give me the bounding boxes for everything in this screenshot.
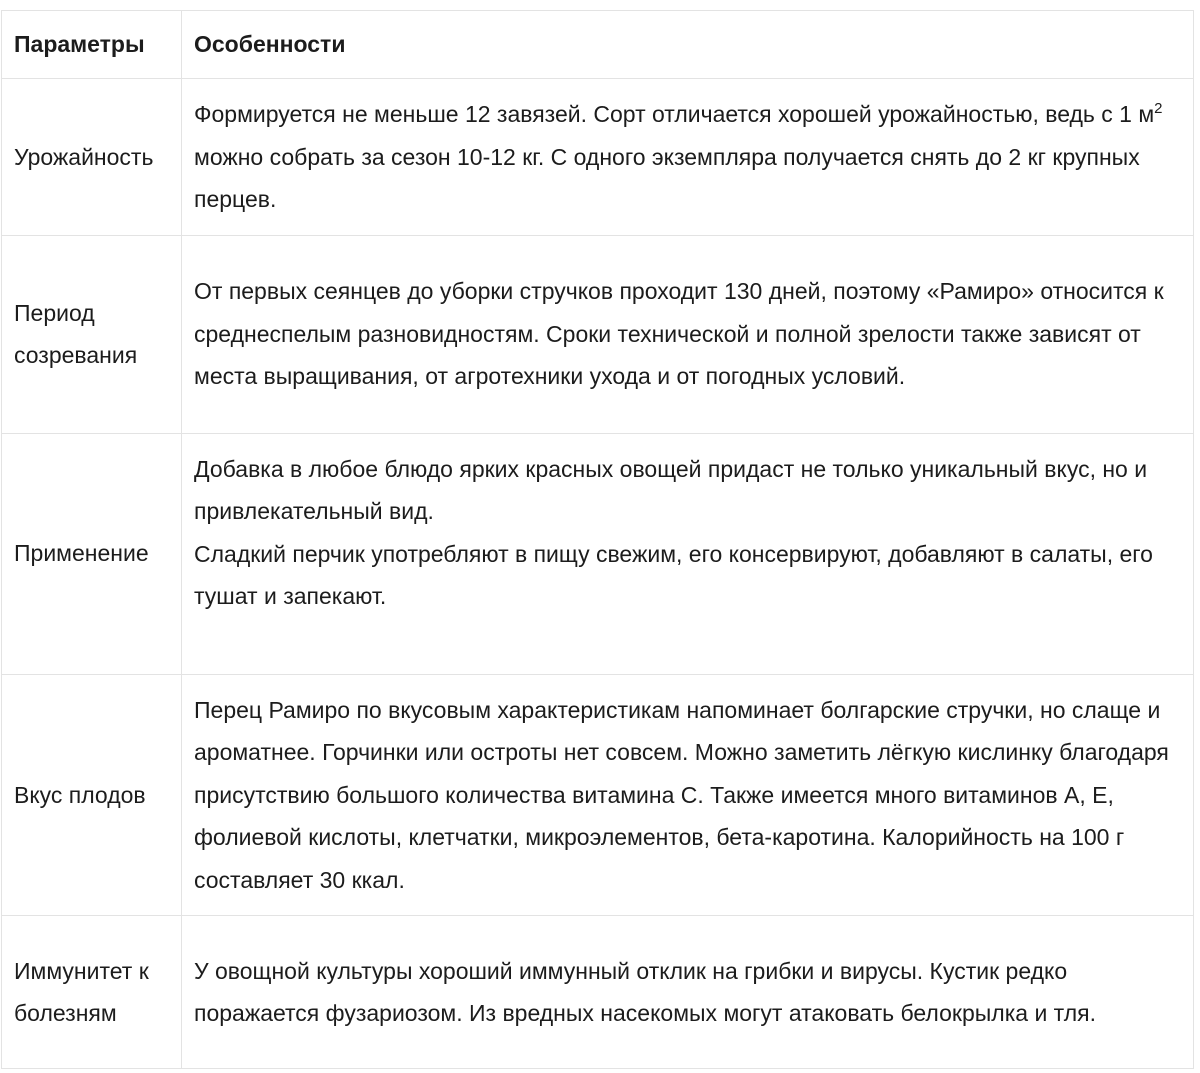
table-header-row [2, 11, 1194, 79]
table-row [2, 79, 1194, 236]
table-row [2, 674, 1194, 916]
feature-text: От первых сеянцев до уборки стручков проходит 130 дней, поэтому «Рамиро» относится к среднеспелым разновидностям. Сроки технической и полной зрелости также зависят от места выращивания, от агротехники ухода и от погодных условий. [194, 278, 1164, 390]
characteristics-table [1, 10, 1194, 1069]
feature-cell [182, 433, 1194, 674]
feature-cell [182, 79, 1194, 236]
param-cell: Период созревания [2, 235, 182, 433]
param-cell: Применение [2, 433, 182, 674]
feature-text: Добавка в любое блюдо ярких красных овощей придаст не только уникальный вкус, но и привлекательный вид. [194, 455, 1148, 524]
feature-cell [182, 235, 1194, 433]
param-cell: Иммунитет к болезням [2, 916, 182, 1069]
param-cell: Урожайность [2, 79, 182, 236]
header-params: Параметры [2, 11, 182, 79]
feature-cell [182, 674, 1194, 916]
table-row [2, 433, 1194, 674]
feature-text: У овощной культуры хороший иммунный отклик на грибки и вирусы. Кустик редко поражается фузариозом. Из вредных насекомых могут атаковать белокрылка и тля. [194, 957, 1096, 1026]
header-features: Особенности [182, 11, 1194, 79]
feature-text: Сладкий перчик употребляют в пищу свежим, его консервируют, добавляют в салаты, его тушат и запекают. [194, 540, 1153, 609]
table-row [2, 916, 1194, 1069]
feature-text: Формируется не меньше 12 завязей. Сорт отличается хорошей урожайностью, ведь с 1 м [194, 101, 1155, 127]
param-cell: Вкус плодов [2, 674, 182, 916]
feature-text: Перец Рамиро по вкусовым характеристикам напоминает болгарские стручки, но слаще и ароматнее. Горчинки или остроты нет совсем. Можно заметить лёгкую кислинку благодаря присутствию большого количества витамина С. Также имеется много витаминов А, Е, фолиевой кислоты, клетчатки, микроэлементов, бета-каротина. Калорийность на 100 г составляет 30 ккал. [194, 696, 1169, 893]
superscript: 2 [1154, 100, 1163, 117]
feature-cell [182, 916, 1194, 1069]
table-row [2, 235, 1194, 433]
feature-text: можно собрать за сезон 10-12 кг. С одного экземпляра получается снять до 2 кг крупных перцев. [194, 143, 1140, 212]
